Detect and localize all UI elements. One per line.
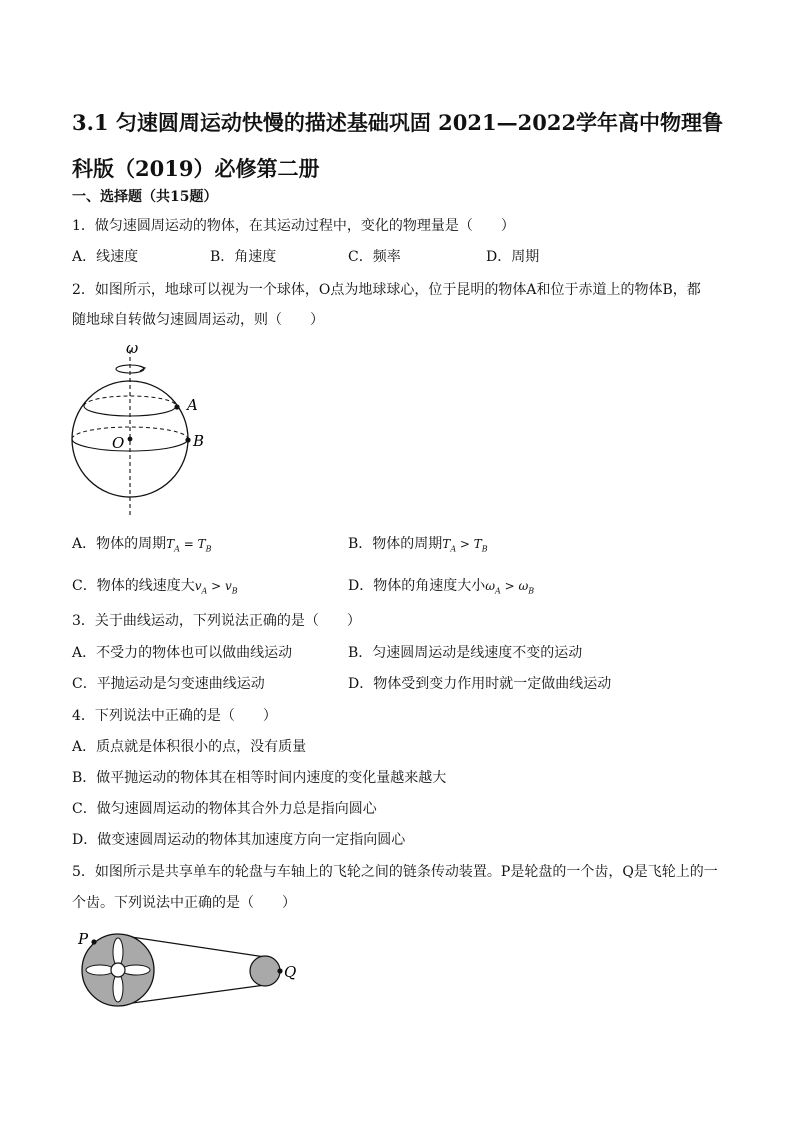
question-1-stem: 1．做匀速圆周运动的物体，在其运动过程中，变化的物理量是（ ） (72, 218, 515, 234)
option-formula: $\omega_A > \omega_B$ (485, 579, 535, 596)
chainring-spoke (86, 965, 114, 975)
question-3-stem: 3．关于曲线运动，下列说法正确的是（ ） (72, 613, 361, 629)
point-q (277, 968, 282, 973)
chainring-spoke (113, 938, 123, 966)
option-text: A．物体的周期 (72, 536, 167, 552)
question-2-option-a (72, 534, 212, 559)
question-3-option-c: C．平抛运动是匀变速曲线运动 (72, 676, 265, 692)
chain-drive-figure (72, 926, 312, 1012)
question-4-option-d: D．做变速圆周运动的物体其加速度方向一定指向圆心 (72, 832, 406, 848)
option-formula: $v_A > v_B$ (194, 579, 238, 596)
label-a: A (187, 396, 198, 414)
question-1-option-d: D．周期 (486, 249, 540, 265)
option-text: B．物体的周期 (348, 536, 443, 552)
question-5-stem-line-2: 个齿。下列说法中正确的是（ ） (72, 895, 296, 911)
question-2-option-d (348, 576, 534, 601)
question-4-option-a: A．质点就是体积很小的点，没有质量 (72, 739, 307, 755)
option-formula: $T_A = T_B$ (166, 537, 212, 554)
label-b: B (193, 432, 205, 450)
chainring-spoke (122, 965, 150, 975)
point-p (91, 939, 96, 944)
section-heading: 一、选择题（共15题） (72, 189, 218, 205)
question-3-option-d: D．物体受到变力作用时就一定做曲线运动 (348, 676, 612, 692)
question-2-stem-line-1: 2．如图所示，地球可以视为一个球体，O点为地球球心，位于昆明的物体A和位于赤道上的物体B，都 (72, 282, 701, 298)
question-2-stem-line-2: 随地球自转做匀速圆周运动，则（ ） (72, 312, 324, 328)
question-1-option-c: C．频率 (348, 249, 401, 265)
label-o: O (112, 434, 125, 452)
option-text: D．物体的角速度大小 (348, 578, 486, 594)
question-1-option-b: B．角速度 (210, 249, 277, 265)
question-5-stem-line-1: 5．如图所示是共享单车的轮盘与车轴上的飞轮之间的链条传动装置。P是轮盘的一个齿，Q是飞轮上的一 (72, 864, 718, 880)
earth-rotation-figure (66, 336, 226, 520)
question-4-stem: 4．下列说法中正确的是（ ） (72, 708, 277, 724)
point-a (174, 404, 179, 409)
flywheel (250, 956, 280, 986)
chainring-hub (111, 963, 125, 977)
page-title: 3.1 匀速圆周运动快慢的描述基础巩固 2021—2022学年高中物理鲁科版（2019）必修第二册 (72, 110, 724, 181)
omega-label: ω (126, 339, 139, 357)
point-b (185, 437, 190, 442)
question-2-option-b (348, 534, 488, 559)
question-3-option-b: B．匀速圆周运动是线速度不变的运动 (348, 645, 583, 661)
point-o (128, 437, 133, 442)
question-4-option-c: C．做匀速圆周运动的物体其合外力总是指向圆心 (72, 801, 377, 817)
label-q: Q (284, 963, 297, 981)
option-formula: $T_A > T_B$ (442, 537, 488, 554)
question-1-option-a: A．线速度 (72, 249, 139, 265)
question-2-option-c (72, 576, 238, 601)
question-4-option-b: B．做平抛运动的物体其在相等时间内速度的变化量越来越大 (72, 770, 447, 786)
question-3-option-a: A．不受力的物体也可以做曲线运动 (72, 645, 293, 661)
chainring-spoke (113, 974, 123, 1002)
label-p: P (78, 930, 89, 948)
option-text: C．物体的线速度大 (72, 578, 195, 594)
